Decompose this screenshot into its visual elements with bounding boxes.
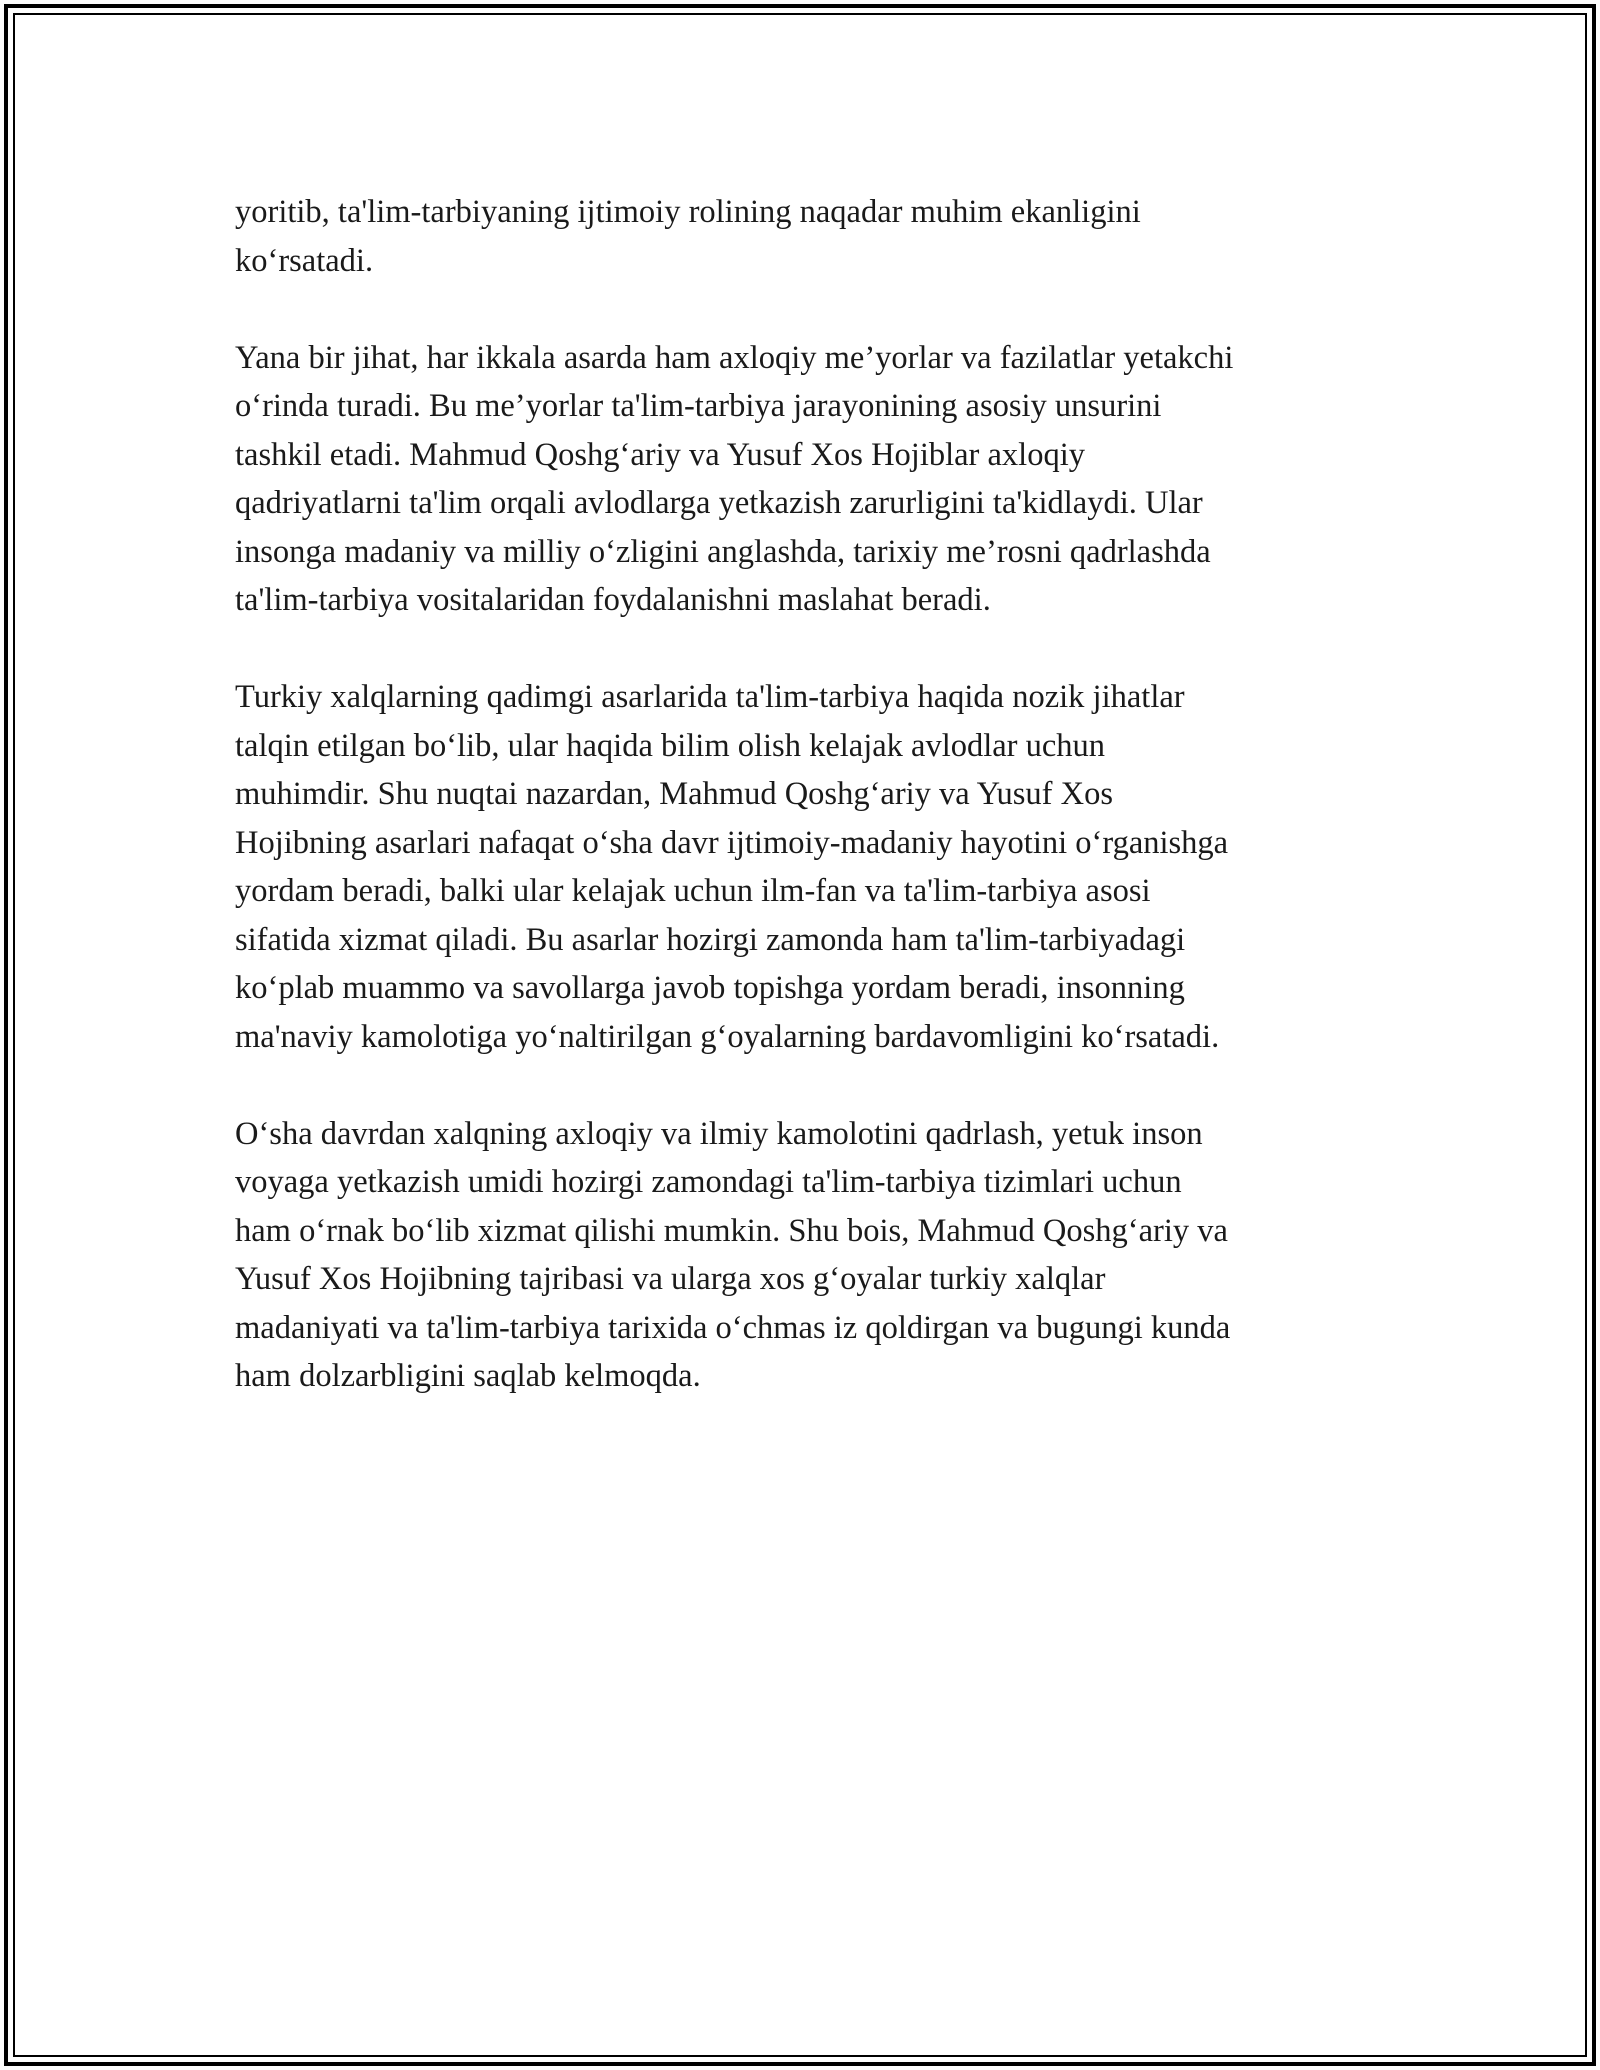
document-body (235, 188, 1375, 1449)
paragraph-1: yoritib, ta'lim-tarbiyaning ijtimoiy rolining naqadar muhim ekanligini ko‘rsatadi. (235, 194, 1141, 279)
paragraph-2: Yana bir jihat, har ikkala asarda ham axloqiy me’yorlar va fazilatlar yetakchi o‘rinda turadi. Bu me’yorlar ta'lim-tarbiya jarayonining asosiy unsurini tashkil etadi. Mahmud Qoshg‘ariy va Yusuf Xos Hojiblar axloqiy qadriyatlarni ta'lim orqali avlodlarga yetkazish zarurligini ta'kidlaydi. Ular insonga madaniy va milliy o‘zligini anglashda, tarixiy me’rosni qadrlashda ta'lim-tarbiya vositalaridan foydalanishni maslahat beradi. (235, 339, 1234, 618)
paragraph-4: O‘sha davrdan xalqning axloqiy va ilmiy kamolotini qadrlash, yetuk inson voyaga yetkazish umidi hozirgi zamondagi ta'lim-tarbiya tizimlari uchun ham o‘rnak bo‘lib xizmat qilishi mumkin. Shu bois, Mahmud Qoshg‘ariy va Yusuf Xos Hojibning tajribasi va ularga xos g‘oyalar turkiy xalqlar madaniyati va ta'lim-tarbiya tarixida o‘chmas iz qoldirgan va bugungi kunda ham dolzarbligini saqlab kelmoqda. (235, 1115, 1231, 1394)
paragraph-3: Turkiy xalqlarning qadimgi asarlarida ta'lim-tarbiya haqida nozik jihatlar talqin etilgan bo‘lib, ular haqida bilim olish kelajak avlodlar uchun muhimdir. Shu nuqtai nazardan, Mahmud Qoshg‘ariy va Yusuf Xos Hojibning asarlari nafaqat o‘sha davr ijtimoiy-madaniy hayotini o‘rganishga yordam beradi, balki ular kelajak uchun ilm-fan va ta'lim-tarbiya asosi sifatida xizmat qiladi. Bu asarlar hozirgi zamonda ham ta'lim-tarbiyadagi ko‘plab muammo va savollarga javob topishga yordam beradi, insonning ma'naviy kamolotiga yo‘naltirilgan g‘oyalarning bardavomligini ko‘rsatadi. (235, 679, 1229, 1055)
